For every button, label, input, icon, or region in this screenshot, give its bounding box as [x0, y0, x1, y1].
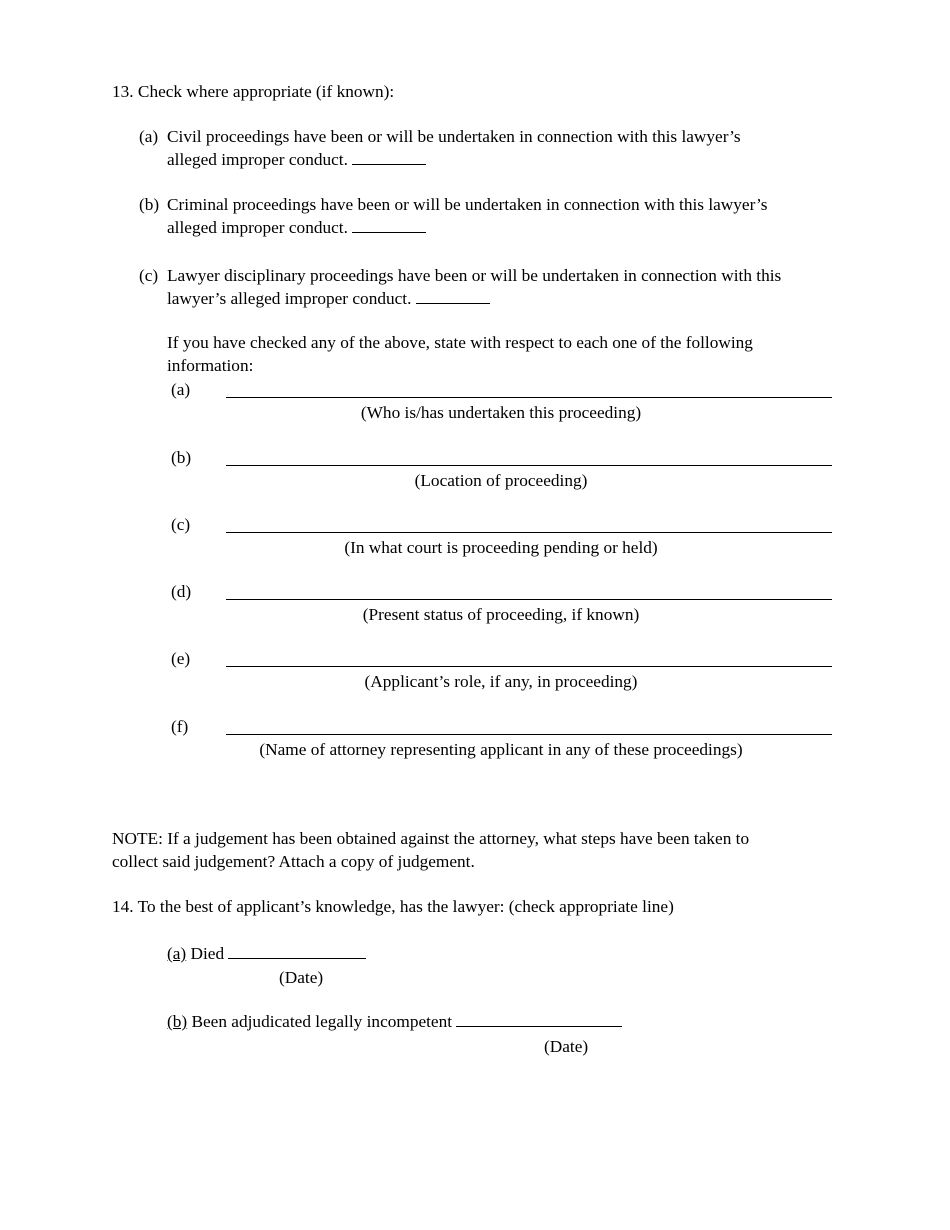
- q13-item-a-label: (a): [139, 127, 159, 146]
- field-c-label: (c): [171, 515, 191, 534]
- field-c-caption: (In what court is proceeding pending or held): [344, 538, 658, 557]
- q14-item-b-date-blank[interactable]: [456, 1010, 622, 1027]
- field-f-label: (f): [171, 717, 189, 736]
- field-b-caption: (Location of proceeding): [414, 471, 588, 490]
- q13-item-c-check-blank[interactable]: [416, 287, 490, 304]
- instruction-text-line2: information:: [167, 356, 254, 375]
- field-e-input-line[interactable]: [226, 666, 832, 667]
- q14-item-a-date-caption: (Date): [279, 968, 324, 987]
- field-d-caption: (Present status of proceeding, if known): [362, 605, 640, 624]
- note-text-line2: collect said judgement? Attach a copy of judgement.: [112, 852, 475, 871]
- q14-item-b: [167, 1010, 622, 1033]
- q13-item-c-label: (c): [139, 266, 159, 285]
- q13-item-b-text-line2: alleged improper conduct.: [167, 216, 426, 239]
- instruction-text: If you have checked any of the above, state with respect to each one of the following: [167, 333, 753, 352]
- q13-item-a-check-blank[interactable]: [352, 148, 426, 165]
- q14-item-b-date-caption: (Date): [544, 1037, 589, 1056]
- q13-item-a-text-line2: alleged improper conduct.: [167, 148, 426, 171]
- field-c-input-line[interactable]: [226, 532, 832, 533]
- q13-item-a-text: Civil proceedings have been or will be undertaken in connection with this lawyer’s: [167, 127, 741, 146]
- field-d-input-line[interactable]: [226, 599, 832, 600]
- q13-item-b-check-blank[interactable]: [352, 216, 426, 233]
- q14-item-a-text: Died: [190, 944, 225, 963]
- question-14-title: 14. To the best of applicant’s knowledge, has the lawyer: (check appropriate line): [112, 897, 674, 916]
- field-b-label: (b): [171, 448, 192, 467]
- note-text: NOTE: If a judgement has been obtained against the attorney, what steps have been taken to: [112, 829, 750, 848]
- field-a-label: (a): [171, 380, 191, 399]
- field-f-input-line[interactable]: [226, 734, 832, 735]
- field-b-input-line[interactable]: [226, 465, 832, 466]
- q14-item-b-text: Been adjudicated legally incompetent: [191, 1012, 453, 1031]
- question-13-title: 13. Check where appropriate (if known):: [112, 82, 395, 101]
- field-f-caption: (Name of attorney representing applicant in any of these proceedings): [259, 740, 743, 759]
- q14-item-b-label: (b): [167, 1012, 188, 1031]
- field-d-label: (d): [171, 582, 192, 601]
- field-a-caption: (Who is/has undertaken this proceeding): [360, 403, 642, 422]
- q13-item-c-text-line2: lawyer’s alleged improper conduct.: [167, 287, 490, 310]
- field-a-input-line[interactable]: [226, 397, 832, 398]
- field-e-label: (e): [171, 649, 191, 668]
- q14-item-a-date-blank[interactable]: [228, 942, 366, 959]
- field-e-caption: (Applicant’s role, if any, in proceeding): [364, 672, 638, 691]
- q14-item-a: [167, 942, 366, 965]
- q14-item-a-label: (a): [167, 944, 187, 963]
- q13-item-c-text: Lawyer disciplinary proceedings have been or will be undertaken in connection with this: [167, 266, 782, 285]
- q13-item-b-label: (b): [139, 195, 160, 214]
- q13-item-b-text: Criminal proceedings have been or will be undertaken in connection with this lawyer’s: [167, 195, 768, 214]
